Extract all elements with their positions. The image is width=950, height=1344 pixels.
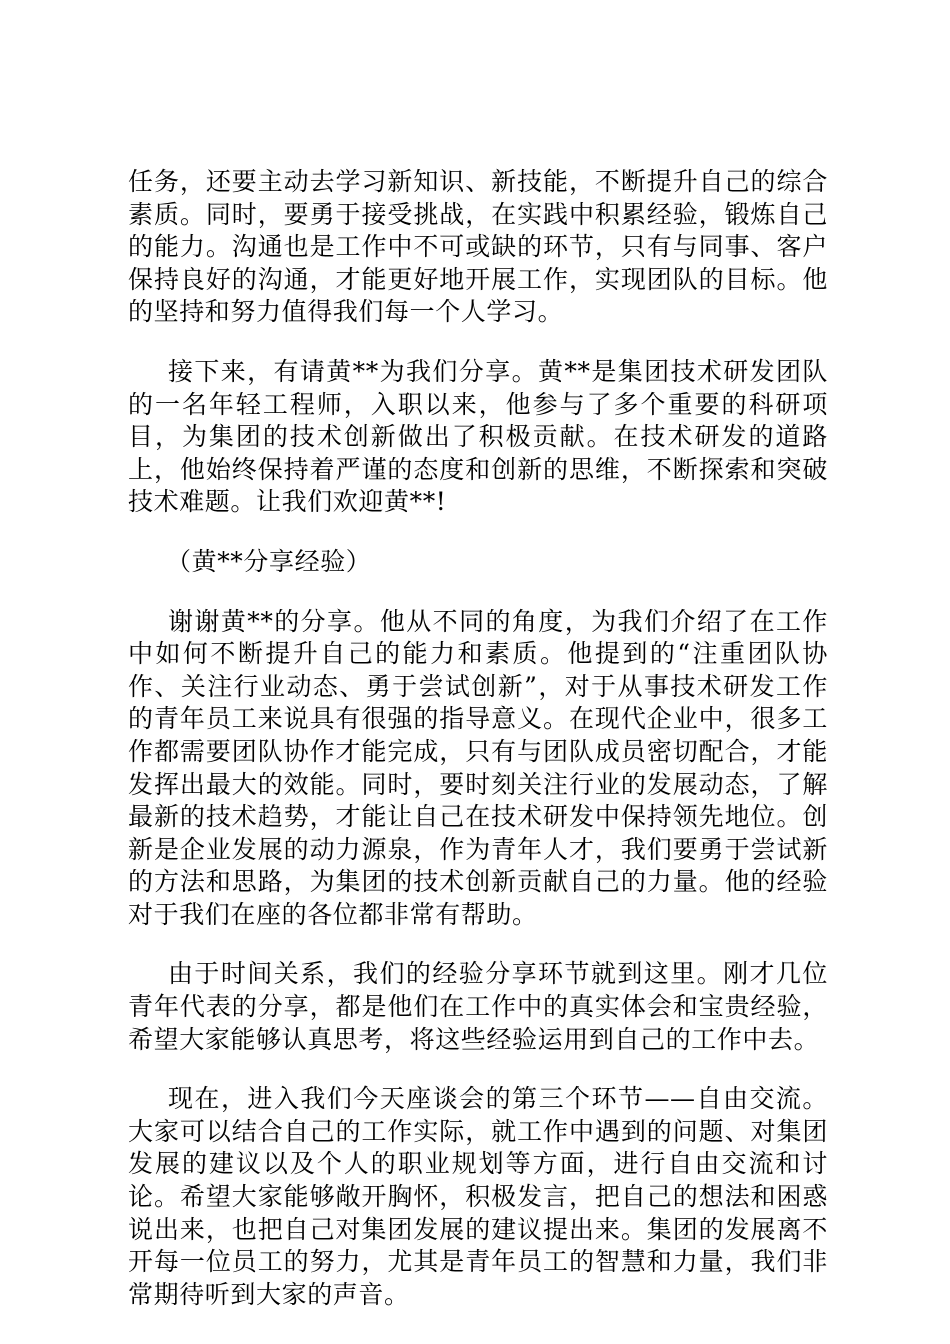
paragraph-spacer (128, 931, 828, 958)
paragraph-closing-sharing: 由于时间关系，我们的经验分享环节就到这里。刚才几位青年代表的分享，都是他们在工作中的真实体会和宝贵经验，希望大家能够认真思考，将这些经验运用到自己的工作中去。 (128, 959, 828, 1054)
stage-direction: （黄**分享经验） (166, 546, 372, 576)
paragraph-spacer (128, 1056, 828, 1083)
paragraph-spacer (128, 579, 828, 606)
paragraph-thanks: 谢谢黄**的分享。他从不同的角度，为我们介绍了在工作中如何不断提升自己的能力和素质。他提到的“注重团队协作、关注行业动态、勇于尝试创新”，对于从事技术研发工作的青年员工来说具有很强的指导意义。在现代企业中，很多工作都需要团队协作才能完成，只有与团队成员密切配合，才能发挥出最大的效能。同时，要时刻关注行业的发展动态，了解最新的技术趋势，才能让自己在技术研发中保持领先地位。创新是企业发展的动力源泉，作为青年人才，我们要勇于尝试新的方法和思路，为集团的技术创新贡献自己的力量。他的经验对于我们在座的各位都非常有帮助。 (128, 606, 828, 929)
document-body (128, 166, 828, 1311)
paragraph-introduce-speaker: 接下来，有请黄**为我们分享。黄**是集团技术研发团队的一名年轻工程师，入职以来，他参与了多个重要的科研项目，为集团的技术创新做出了积极贡献。在技术研发的道路上，他始终保持着严谨的态度和创新的思维，不断探索和突破技术难题。让我们欢迎黄**! (128, 356, 828, 517)
paragraph-continuation: 任务，还要主动去学习新知识、新技能，不断提升自己的综合素质。同时，要勇于接受挑战，在实践中积累经验，锻炼自己的能力。沟通也是工作中不可或缺的环节，只有与同事、客户保持良好的沟通，才能更好地开展工作，实现团队的目标。他的坚持和努力值得我们每一个人学习。 (128, 167, 828, 327)
paragraph-spacer (128, 329, 828, 356)
paragraph-free-discussion: 现在，进入我们今天座谈会的第三个环节——自由交流。大家可以结合自己的工作实际，就工作中遇到的问题、对集团发展的建议以及个人的职业规划等方面，进行自由交流和讨论。希望大家能够敞开胸怀，积极发言，把自己的想法和困惑说出来，也把自己对集团发展的建议提出来。集团的发展离不开每一位员工的努力，尤其是青年员工的智慧和力量，我们非常期待听到大家的声音。 (128, 1084, 828, 1309)
paragraph-spacer (128, 519, 828, 546)
